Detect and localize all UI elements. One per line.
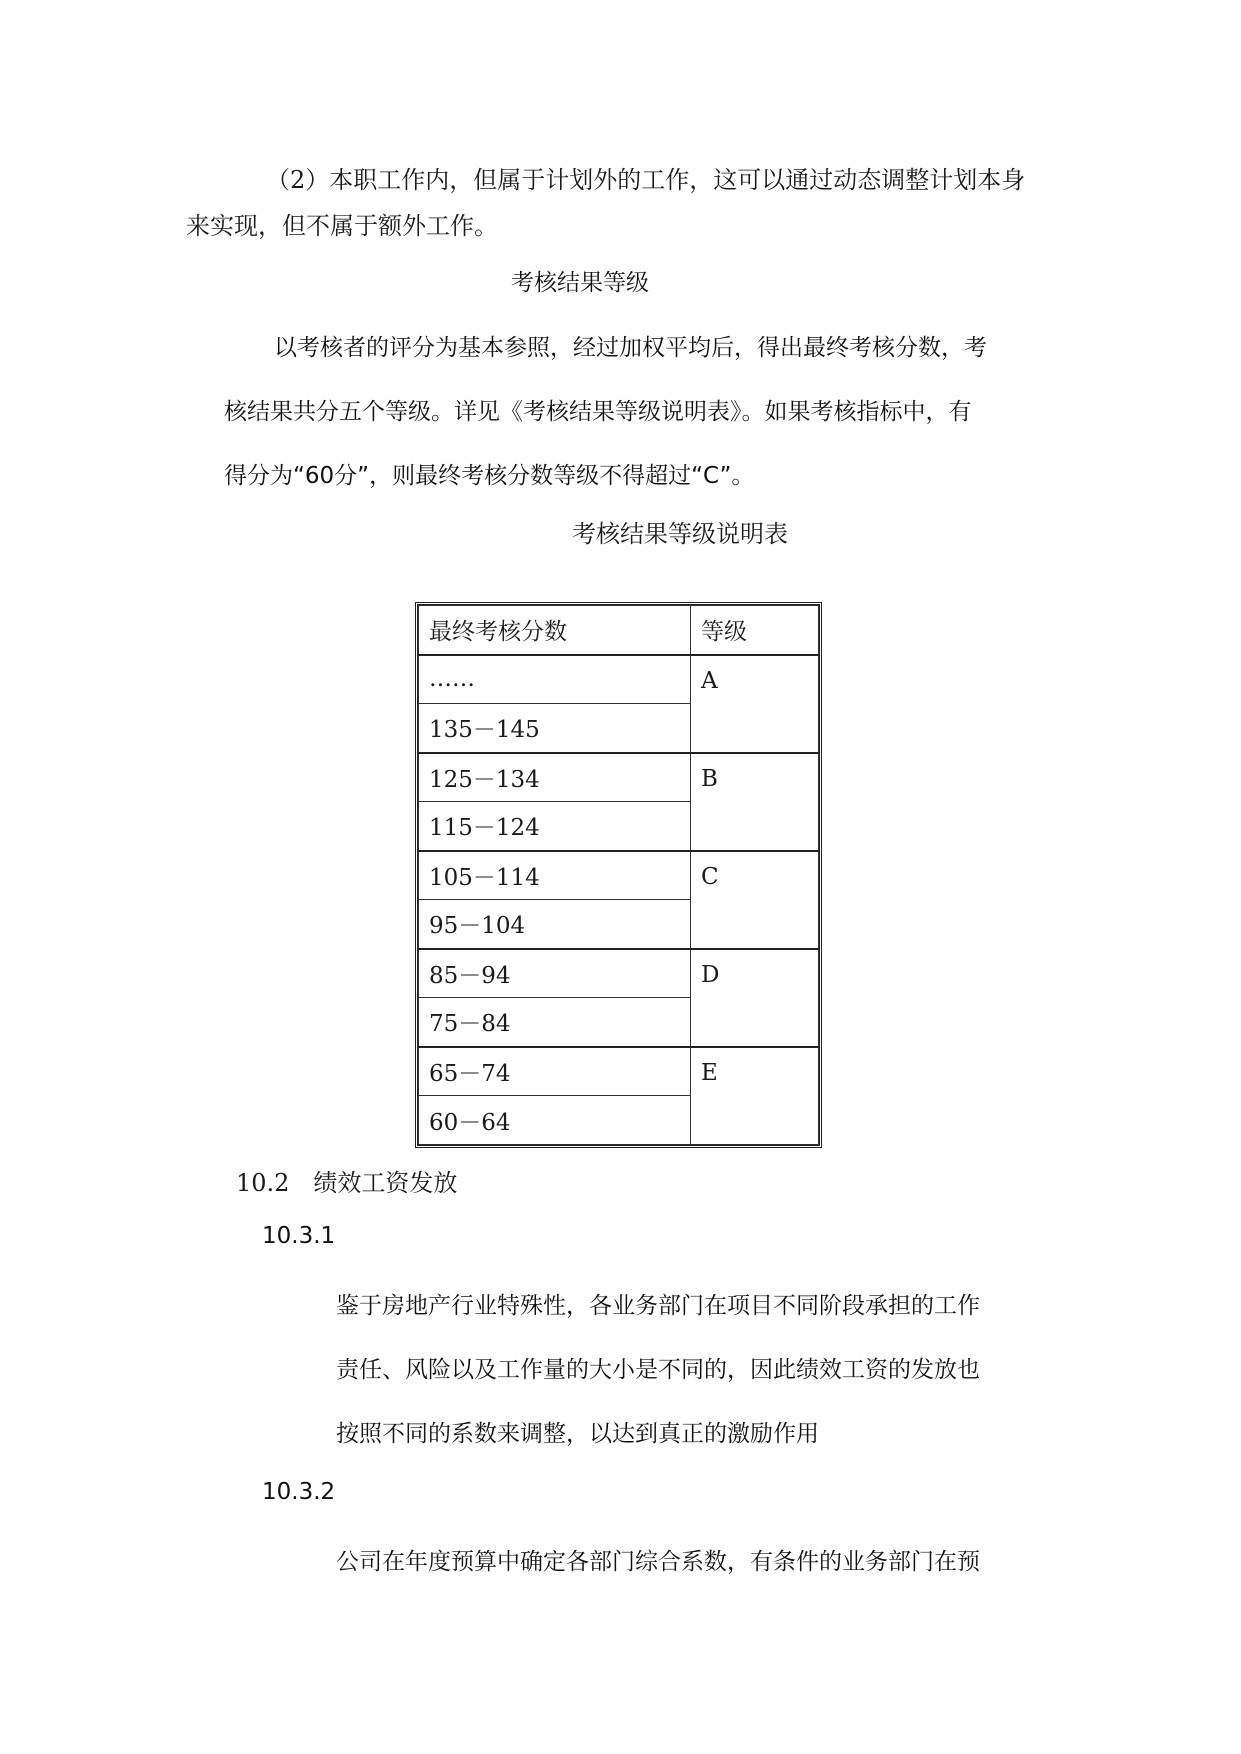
score-cell: …… (419, 655, 691, 704)
table-row (419, 1047, 819, 1096)
sub-10-3-1-line-2: 责任、风险以及工作量的大小是不同的，因此绩效工资的发放也 (336, 1357, 980, 1383)
table-row (419, 655, 819, 704)
intro-line-1: （2）本职工作内，但属于计划外的工作，这可以通过动态调整计划本身 (266, 166, 1026, 194)
table-row (419, 851, 819, 900)
score-cell: 115－124 (419, 802, 691, 851)
body-line-2: 核结果共分五个等级。详见《考核结果等级说明表》。如果考核指标中，有 (224, 399, 972, 425)
section-10-2-heading: 10.2 绩效工资发放 (236, 1169, 458, 1197)
score-cell: 135－145 (419, 704, 691, 753)
grade-cell: D (691, 949, 819, 1047)
section-heading: 考核结果等级 (511, 270, 649, 296)
table-header-row (419, 606, 819, 655)
table-row (419, 949, 819, 998)
sub-10-3-2-line-1: 公司在年度预算中确定各部门综合系数，有条件的业务部门在预 (336, 1549, 980, 1575)
table-caption: 考核结果等级说明表 (572, 520, 788, 548)
grade-cell: A (691, 655, 819, 753)
score-cell: 75－84 (419, 998, 691, 1047)
score-cell: 125－134 (419, 753, 691, 802)
grade-cell: E (691, 1047, 819, 1145)
grade-cell: C (691, 851, 819, 949)
sub-10-3-1-line-1: 鉴于房地产行业特殊性，各业务部门在项目不同阶段承担的工作 (336, 1293, 980, 1319)
header-score: 最终考核分数 (419, 606, 691, 655)
score-cell: 85－94 (419, 949, 691, 998)
header-grade: 等级 (691, 606, 819, 655)
sub-10-3-2-number: 10.3.2 (262, 1479, 336, 1505)
score-cell: 65－74 (419, 1047, 691, 1096)
score-cell: 60－64 (419, 1096, 691, 1145)
body-line-3: 得分为“60分”，则最终考核分数等级不得超过“C”。 (224, 463, 755, 489)
table-row (419, 753, 819, 802)
body-line-1: 以考核者的评分为基本参照，经过加权平均后，得出最终考核分数，考 (274, 335, 987, 361)
score-cell: 95－104 (419, 900, 691, 949)
sub-10-3-1-line-3: 按照不同的系数来调整，以达到真正的激励作用 (336, 1421, 819, 1447)
grade-cell: B (691, 753, 819, 851)
score-cell: 105－114 (419, 851, 691, 900)
sub-10-3-1-number: 10.3.1 (262, 1223, 336, 1249)
intro-line-2: 来实现，但不属于额外工作。 (186, 212, 498, 240)
grade-table (415, 602, 822, 1148)
